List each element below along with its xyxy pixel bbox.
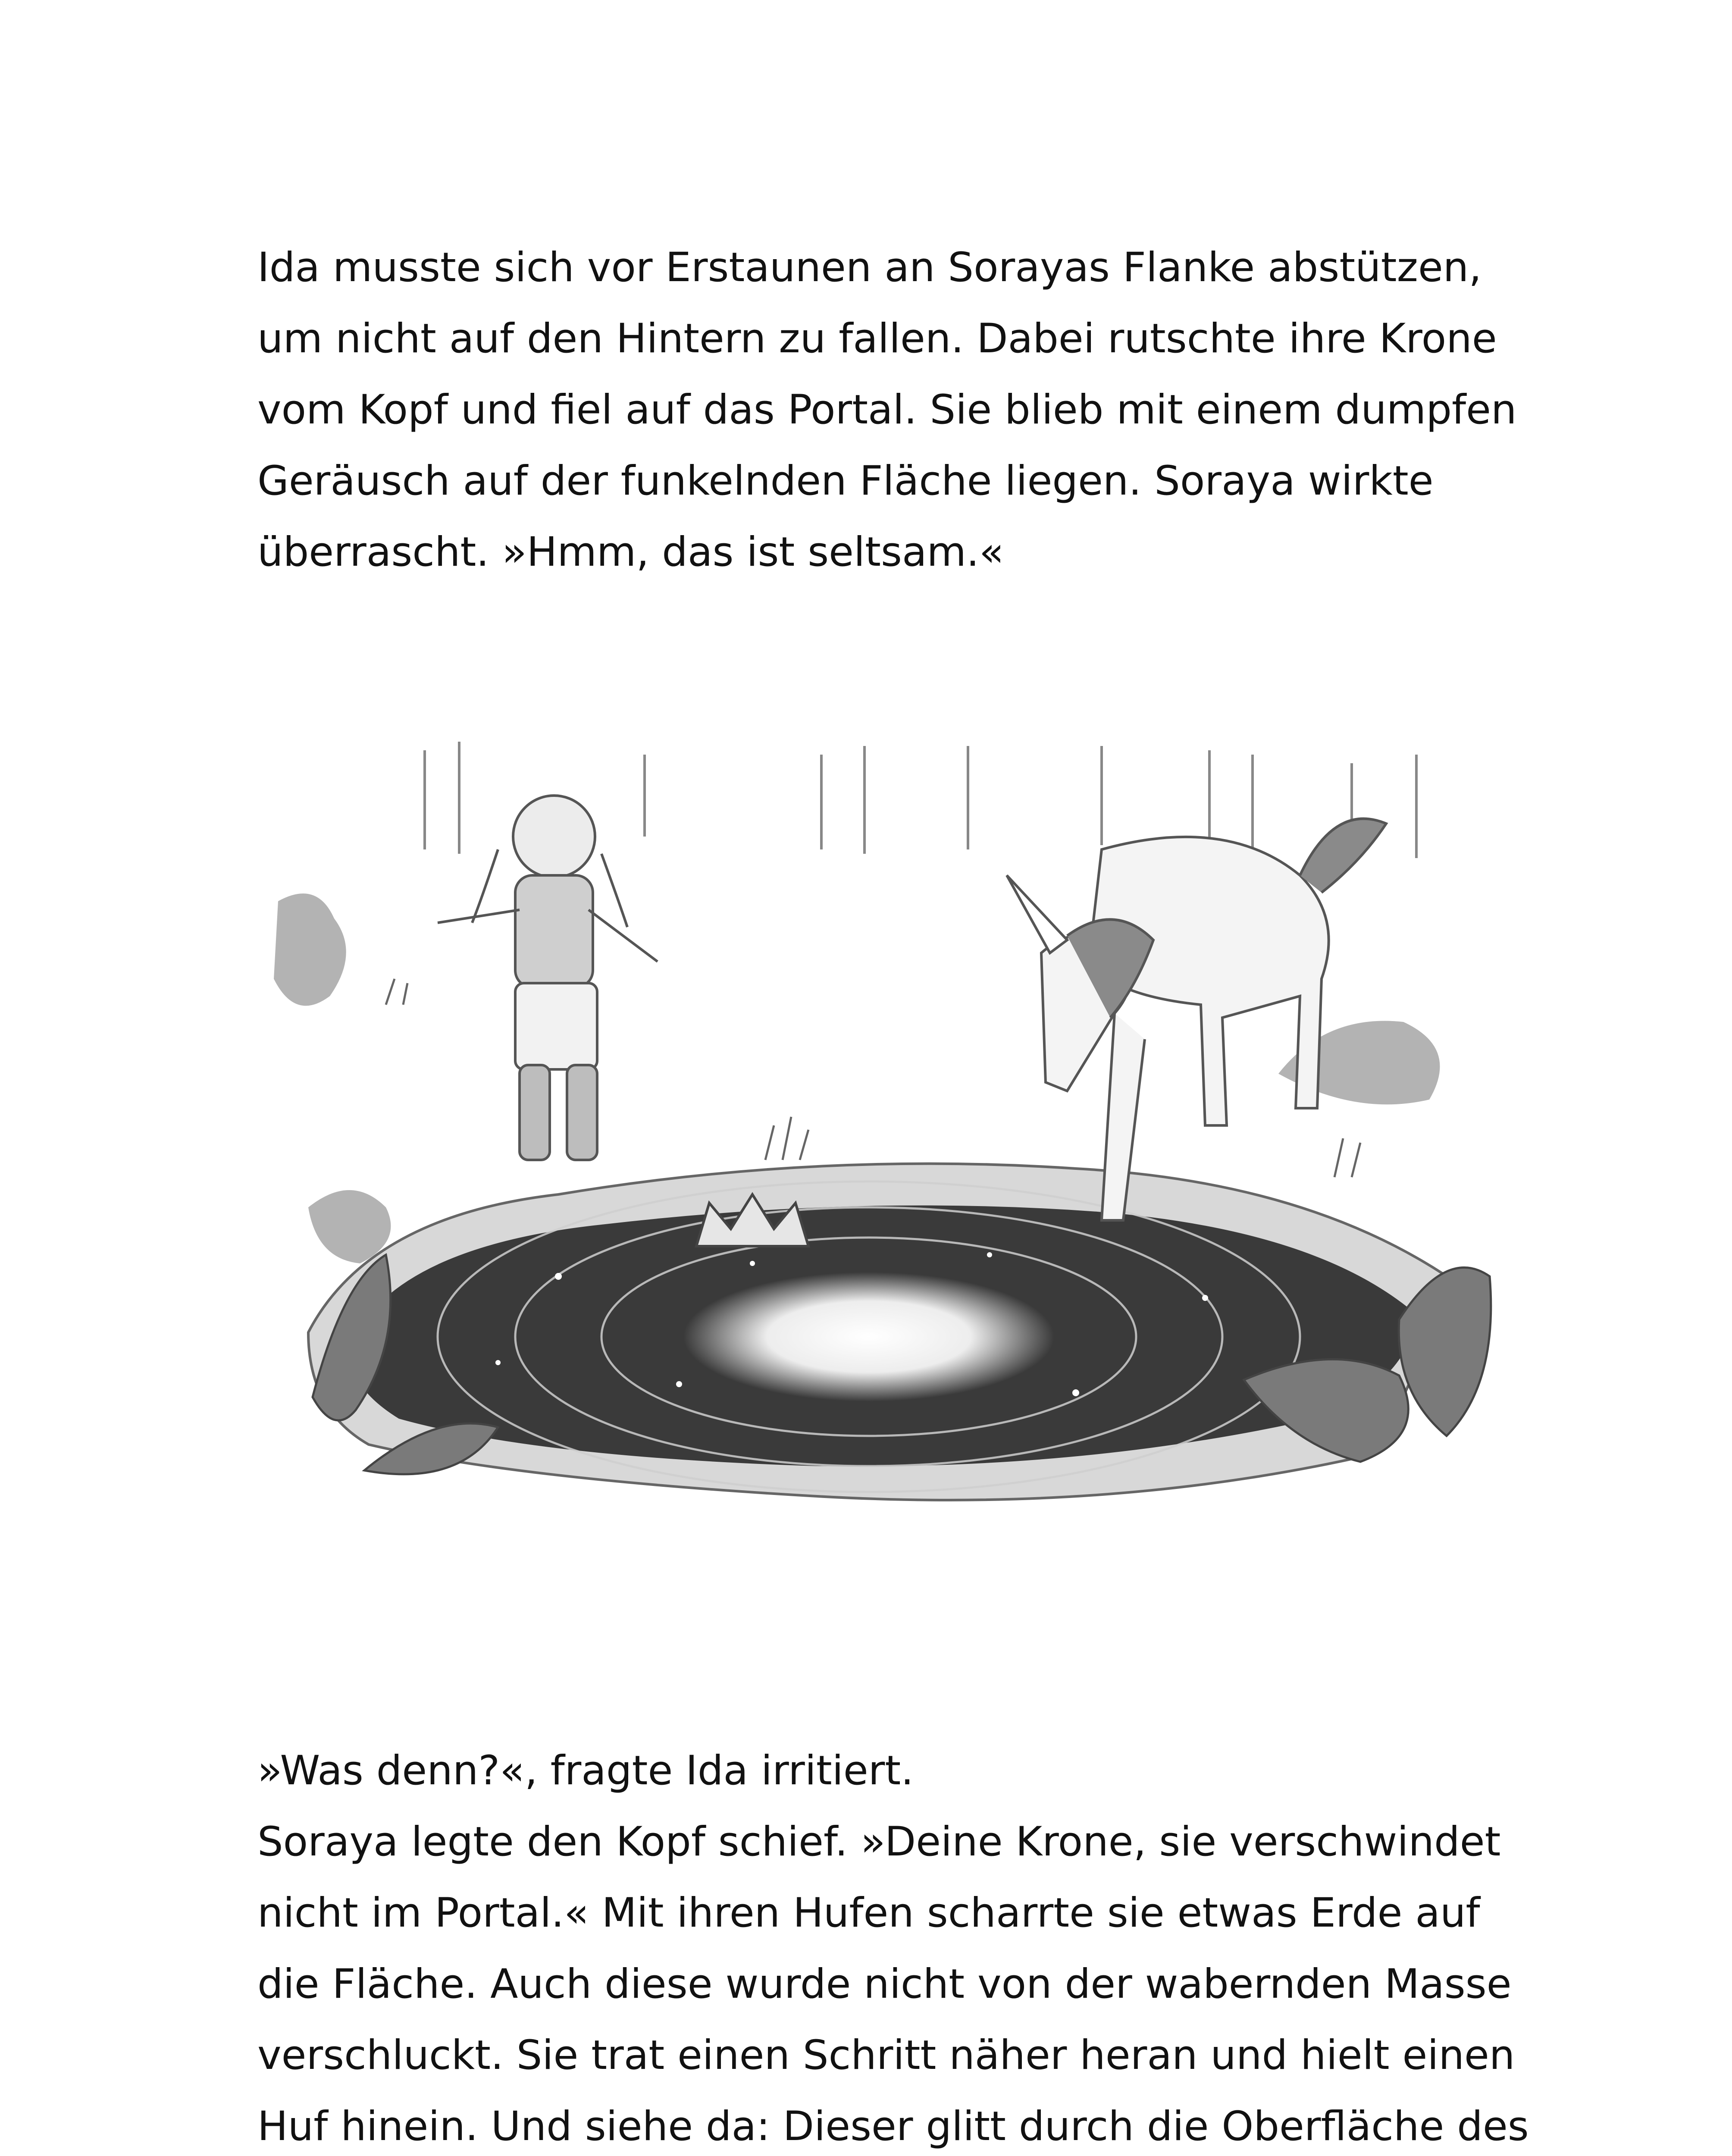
text-line: Ida musste sich vor Erstaunen an Sorayas Flanke abstützen, xyxy=(257,244,1482,291)
text-line: um nicht auf den Hintern zu fallen. Dabei rutschte ihre Krone xyxy=(257,315,1497,362)
text-line: verschluckt. Sie trat einen Schritt näher heran und hielt einen xyxy=(257,2032,1515,2079)
text-line: Huf hinein. Und siehe da: Dieser glitt durch die Oberfläche des xyxy=(257,2103,1529,2150)
paragraph-bottom xyxy=(257,1735,1572,2156)
girl-drawing xyxy=(438,796,658,1160)
unicorn-drawing xyxy=(1007,819,1386,1220)
portal-glow xyxy=(683,1272,1054,1401)
text-line: überrascht. »Hmm, das ist seltsam.« xyxy=(257,529,1004,576)
text-line: Soraya legte den Kopf schief. »Deine Krone, sie verschwindet xyxy=(257,1818,1501,1865)
text-line: Geräusch auf der funkelnden Fläche liegen. Soraya wirkte xyxy=(257,458,1434,505)
text-line: vom Kopf und fiel auf das Portal. Sie blieb mit einem dumpfen xyxy=(257,386,1517,433)
text-line: nicht im Portal.« Mit ihren Hufen scharrte sie etwas Erde auf xyxy=(257,1890,1480,1937)
text-line: »Was denn?«, fragte Ida irritiert. xyxy=(257,1747,914,1794)
story-illustration xyxy=(257,737,1533,1608)
text-line: die Fläche. Auch diese wurde nicht von der wabernden Masse xyxy=(257,1961,1512,2008)
paragraph-top xyxy=(257,232,1572,588)
